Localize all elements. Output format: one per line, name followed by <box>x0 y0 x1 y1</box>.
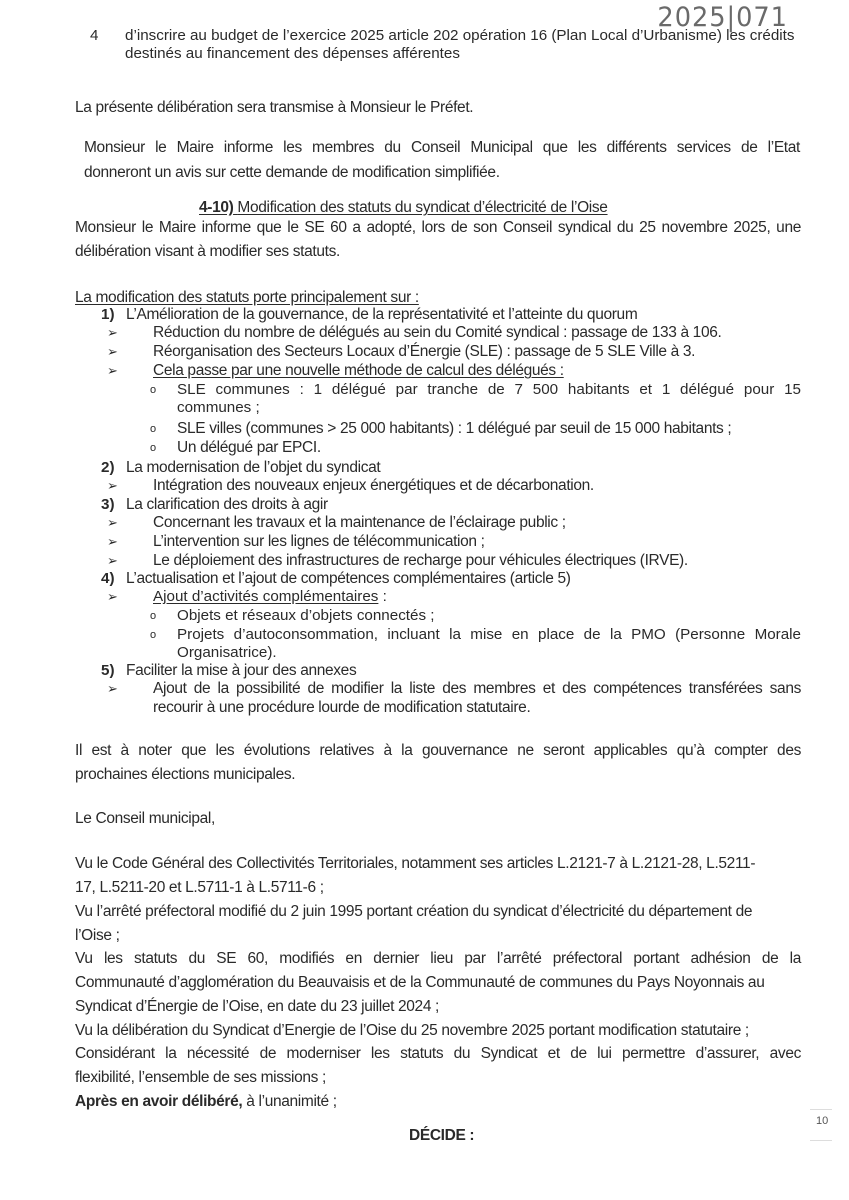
decide-heading: DÉCIDE : <box>409 1127 475 1144</box>
sub-bullet-item: SLE communes : 1 délégué par tranche de 7 500 habitants et 1 délégué pour 15 <box>177 381 801 398</box>
point-number: 5) <box>101 662 115 679</box>
point-number: 4) <box>101 570 115 587</box>
bullet-item: Intégration des nouveaux enjeux énergétiques et de décarbonation. <box>153 477 594 494</box>
section-number: 4-10) <box>199 199 234 216</box>
bullet-item: Réorganisation des Secteurs Locaux d’Énergie (SLE) : passage de 5 SLE Ville à 3. <box>153 343 696 360</box>
arrow-bullet-icon: ➢ <box>107 681 118 696</box>
arrow-bullet-icon: ➢ <box>107 589 118 604</box>
arrow-bullet-icon: ➢ <box>107 534 118 549</box>
sub-bullet-continuation: communes ; <box>177 399 260 416</box>
bullet-item: Concernant les travaux et la maintenance de l’éclairage public ; <box>153 514 566 531</box>
section-title <box>199 199 608 217</box>
circle-bullet-icon: o <box>150 423 157 435</box>
handwritten-reference-number: 2025|071 <box>657 2 788 33</box>
consideration-line: flexibilité, l’ensemble de ses missions ; <box>75 1069 326 1086</box>
page-number-divider <box>810 1109 832 1110</box>
bullet-item: Ajout de la possibilité de modifier la liste des membres et des compétences transférées sans <box>153 680 801 697</box>
sub-bullet-item: Objets et réseaux d’objets connectés ; <box>177 607 435 624</box>
consideration-line: Communauté d’agglomération du Beauvaisis et de la Communauté de communes du Pays Noyonnais au <box>75 974 765 991</box>
bullet-item <box>153 588 387 606</box>
point-title: La modernisation de l’objet du syndicat <box>126 459 381 476</box>
consideration-line: 17, L.5211-20 et L.5711-1 à L.5711-6 ; <box>75 879 324 896</box>
bullet-item: Réduction du nombre de délégués au sein du Comité syndical : passage de 133 à 106. <box>153 324 722 341</box>
arrow-bullet-icon: ➢ <box>107 515 118 530</box>
point-number: 2) <box>101 459 115 476</box>
circle-bullet-icon: o <box>150 610 157 622</box>
point-number: 3) <box>101 496 115 513</box>
consideration-line: Vu le Code Général des Collectivités Territoriales, notamment ses articles L.2121-7 à L.2121-28, L.5211- <box>75 855 756 872</box>
consideration-line: Vu les statuts du SE 60, modifiés en dernier lieu par l’arrêté préfectoral portant adhésion de la <box>75 950 801 967</box>
deliberation-bold: Après en avoir délibéré, <box>75 1093 243 1110</box>
bullet-continuation: recourir à une procédure lourde de modification statutaire. <box>153 699 531 716</box>
budget-item-line2: destinés au financement des dépenses afférentes <box>125 45 460 62</box>
circle-bullet-icon: o <box>150 384 157 396</box>
section-title-text: Modification des statuts du syndicat d’électricité de l’Oise <box>237 199 608 216</box>
bullet-item: Le déploiement des infrastructures de recharge pour véhicules électriques (IRVE). <box>153 552 688 569</box>
consideration-line: Vu la délibération du Syndicat d’Energie de l’Oise du 25 novembre 2025 portant modification statutaire ; <box>75 1022 749 1039</box>
page-number-divider <box>810 1140 832 1141</box>
consideration-line: Syndicat d’Énergie de l’Oise, en date du 23 juillet 2024 ; <box>75 998 440 1015</box>
maire-info-line2: donneront un avis sur cette demande de modification simplifiée. <box>84 164 500 181</box>
sub-bullet-item: Projets d’autoconsommation, incluant la mise en place de la PMO (Personne Morale <box>177 626 801 643</box>
governance-note-line2: prochaines élections municipales. <box>75 766 296 783</box>
bullet-item-suffix: : <box>378 588 387 605</box>
point-number: 1) <box>101 306 115 323</box>
sub-bullet-item: SLE villes (communes > 25 000 habitants) : 1 délégué par seuil de 15 000 habitants ; <box>177 420 732 437</box>
maire-info-line1: Monsieur le Maire informe les membres du Conseil Municipal que les différents services de l’Etat <box>84 139 800 156</box>
point-title: Faciliter la mise à jour des annexes <box>126 662 357 679</box>
point-title: La clarification des droits à agir <box>126 496 328 513</box>
page-number: 10 <box>816 1115 829 1127</box>
bullet-item: Cela passe par une nouvelle méthode de calcul des délégués : <box>153 362 564 379</box>
consideration-line: l’Oise ; <box>75 927 120 944</box>
arrow-bullet-icon: ➢ <box>107 478 118 493</box>
governance-note-line1: Il est à noter que les évolutions relatives à la gouvernance ne seront applicables qu’à compter des <box>75 742 801 759</box>
point-title: L’actualisation et l’ajout de compétences complémentaires (article 5) <box>126 570 571 587</box>
list-heading: La modification des statuts porte principalement sur : <box>75 289 419 306</box>
budget-item-line1: d’inscrire au budget de l’exercice 2025 article 202 opération 16 (Plan Local d’Urbanisme) les crédits <box>125 27 795 44</box>
arrow-bullet-icon: ➢ <box>107 363 118 378</box>
consideration-line: Considérant la nécessité de moderniser les statuts du Syndicat et de lui permettre d’assurer, avec <box>75 1045 801 1062</box>
point-title: L’Amélioration de la gouvernance, de la représentativité et l’atteinte du quorum <box>126 306 638 323</box>
arrow-bullet-icon: ➢ <box>107 325 118 340</box>
arrow-bullet-icon: ➢ <box>107 344 118 359</box>
section-intro-line1: Monsieur le Maire informe que le SE 60 a adopté, lors de son Conseil syndical du 25 novembre 2025, une <box>75 219 801 236</box>
arrow-bullet-icon: ➢ <box>107 553 118 568</box>
list-number: 4 <box>90 27 99 44</box>
sub-bullet-continuation: Organisatrice). <box>177 644 277 661</box>
bullet-item: L’intervention sur les lignes de télécommunication ; <box>153 533 485 550</box>
deliberation-rest: à l’unanimité ; <box>242 1093 337 1110</box>
consideration-line: Vu l’arrêté préfectoral modifié du 2 juin 1995 portant création du syndicat d’électricité du département de <box>75 903 753 920</box>
deliberation-statement <box>75 1093 337 1111</box>
section-intro-line2: délibération visant à modifier ses statuts. <box>75 243 340 260</box>
bullet-item-underlined: Ajout d’activités complémentaires <box>153 588 379 605</box>
sub-bullet-item: Un délégué par EPCI. <box>177 439 321 456</box>
transmission-statement: La présente délibération sera transmise à Monsieur le Préfet. <box>75 99 474 116</box>
circle-bullet-icon: o <box>150 442 157 454</box>
circle-bullet-icon: o <box>150 629 157 641</box>
council-opening: Le Conseil municipal, <box>75 810 215 827</box>
